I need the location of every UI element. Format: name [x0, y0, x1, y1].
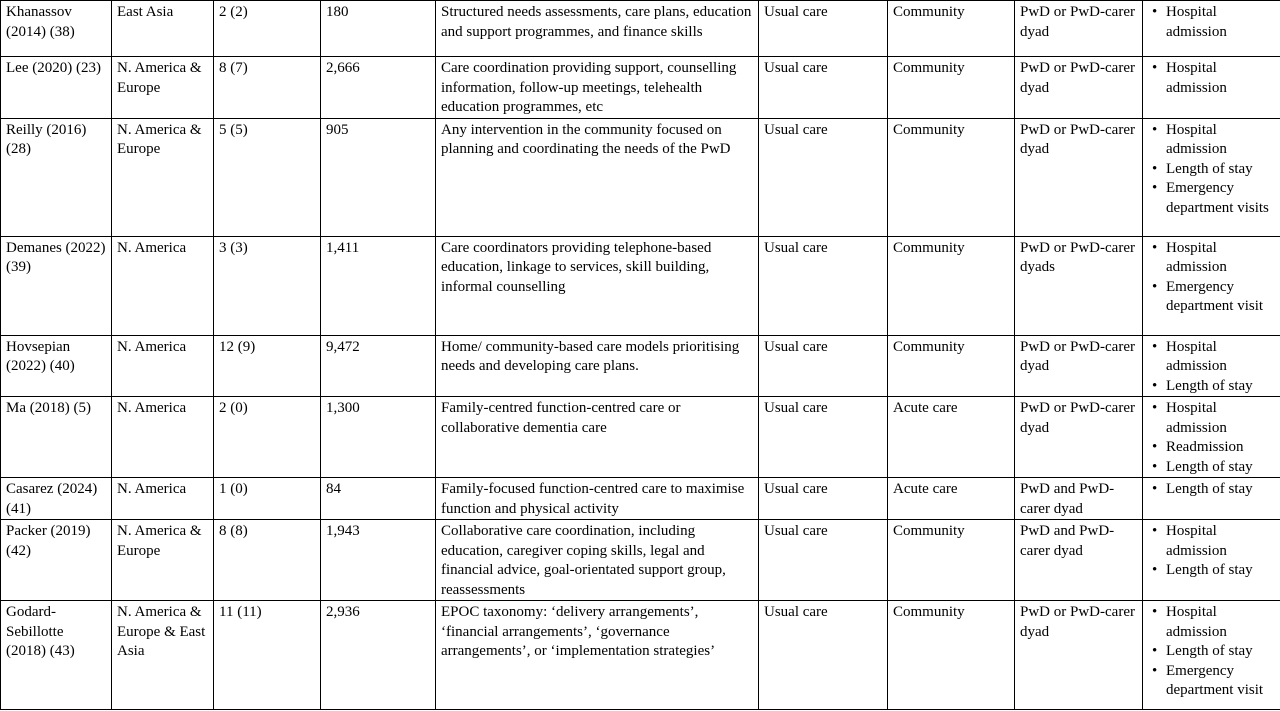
- comparator-cell: Usual care: [759, 118, 888, 236]
- table-body: [1, 1, 1280, 710]
- table-row: [1, 236, 1280, 335]
- outcomes-list: [1148, 480, 1275, 500]
- outcome-item: • Length of stay: [1166, 480, 1275, 500]
- participants-cell: 9,472: [321, 335, 436, 397]
- setting-cell: Acute care: [888, 478, 1015, 520]
- study-cell: Khanassov (2014) (38): [1, 1, 112, 57]
- population-cell: PwD or PwD-carer dyad: [1015, 1, 1143, 57]
- population-cell: PwD or PwD-carer dyad: [1015, 397, 1143, 478]
- population-cell: PwD or PwD-carer dyads: [1015, 236, 1143, 335]
- outcome-item: • Hospital admission: [1166, 121, 1275, 160]
- studies-count-cell: 8 (7): [214, 57, 321, 119]
- comparator-cell: Usual care: [759, 397, 888, 478]
- region-cell: N. America: [112, 236, 214, 335]
- studies-count-cell: 2 (2): [214, 1, 321, 57]
- outcomes-list: [1148, 399, 1275, 477]
- outcome-item: • Emergency department visit: [1166, 278, 1275, 317]
- region-cell: N. America: [112, 478, 214, 520]
- outcome-item: • Emergency department visits: [1166, 179, 1275, 218]
- population-cell: PwD or PwD-carer dyad: [1015, 118, 1143, 236]
- table-row: [1, 520, 1280, 601]
- outcome-item: • Hospital admission: [1166, 399, 1275, 438]
- region-cell: N. America: [112, 397, 214, 478]
- study-cell: Hovsepian (2022) (40): [1, 335, 112, 397]
- population-cell: PwD or PwD-carer dyad: [1015, 57, 1143, 119]
- region-cell: N. America & Europe: [112, 118, 214, 236]
- studies-count-cell: 8 (8): [214, 520, 321, 601]
- outcome-item: • Length of stay: [1166, 160, 1275, 180]
- population-cell: PwD or PwD-carer dyad: [1015, 335, 1143, 397]
- outcomes-list: [1148, 522, 1275, 581]
- table-row: [1, 118, 1280, 236]
- outcomes-cell: [1143, 335, 1280, 397]
- participants-cell: 180: [321, 1, 436, 57]
- outcomes-cell: [1143, 520, 1280, 601]
- outcomes-list: [1148, 239, 1275, 317]
- studies-count-cell: 3 (3): [214, 236, 321, 335]
- outcomes-cell: [1143, 236, 1280, 335]
- participants-cell: 1,411: [321, 236, 436, 335]
- comparator-cell: Usual care: [759, 236, 888, 335]
- outcome-item: • Hospital admission: [1166, 603, 1275, 642]
- population-cell: PwD and PwD-carer dyad: [1015, 478, 1143, 520]
- comparator-cell: Usual care: [759, 520, 888, 601]
- outcome-item: • Hospital admission: [1166, 338, 1275, 377]
- studies-count-cell: 2 (0): [214, 397, 321, 478]
- outcome-item: • Hospital admission: [1166, 59, 1275, 98]
- outcome-item: • Hospital admission: [1166, 522, 1275, 561]
- participants-cell: 2,936: [321, 601, 436, 710]
- outcome-item: • Hospital admission: [1166, 239, 1275, 278]
- intervention-cell: Any intervention in the community focused on planning and coordinating the needs of the PwD: [436, 118, 759, 236]
- outcomes-cell: [1143, 1, 1280, 57]
- participants-cell: 905: [321, 118, 436, 236]
- outcome-item: • Hospital admission: [1166, 3, 1275, 42]
- study-cell: Packer (2019) (42): [1, 520, 112, 601]
- study-cell: Lee (2020) (23): [1, 57, 112, 119]
- outcomes-list: [1148, 121, 1275, 219]
- outcomes-cell: [1143, 118, 1280, 236]
- setting-cell: Community: [888, 520, 1015, 601]
- study-cell: Demanes (2022) (39): [1, 236, 112, 335]
- study-cell: Ma (2018) (5): [1, 397, 112, 478]
- study-cell: Reilly (2016) (28): [1, 118, 112, 236]
- setting-cell: Community: [888, 57, 1015, 119]
- table-row: [1, 335, 1280, 397]
- region-cell: N. America & Europe: [112, 520, 214, 601]
- setting-cell: Community: [888, 335, 1015, 397]
- region-cell: East Asia: [112, 1, 214, 57]
- comparator-cell: Usual care: [759, 57, 888, 119]
- outcomes-list: [1148, 338, 1275, 397]
- outcome-item: • Length of stay: [1166, 561, 1275, 581]
- studies-count-cell: 1 (0): [214, 478, 321, 520]
- intervention-cell: Care coordinators providing telephone-based education, linkage to services, skill building, informal counselling: [436, 236, 759, 335]
- intervention-cell: EPOC taxonomy: ‘delivery arrangements’, ‘financial arrangements’, ‘governance arrangements’, or ‘implementation strategies’: [436, 601, 759, 710]
- table-row: [1, 478, 1280, 520]
- outcome-item: • Emergency department visit: [1166, 662, 1275, 701]
- studies-count-cell: 11 (11): [214, 601, 321, 710]
- region-cell: N. America & Europe & East Asia: [112, 601, 214, 710]
- outcomes-cell: [1143, 601, 1280, 710]
- setting-cell: Acute care: [888, 397, 1015, 478]
- study-cell: Casarez (2024) (41): [1, 478, 112, 520]
- comparator-cell: Usual care: [759, 335, 888, 397]
- outcome-item: • Length of stay: [1166, 458, 1275, 478]
- intervention-cell: Home/ community-based care models prioritising needs and developing care plans.: [436, 335, 759, 397]
- participants-cell: 1,943: [321, 520, 436, 601]
- intervention-cell: Collaborative care coordination, including education, caregiver coping skills, legal and financial advice, goal-orientated support group, reassessments: [436, 520, 759, 601]
- participants-cell: 2,666: [321, 57, 436, 119]
- comparator-cell: Usual care: [759, 601, 888, 710]
- setting-cell: Community: [888, 1, 1015, 57]
- setting-cell: Community: [888, 236, 1015, 335]
- outcome-item: • Readmission: [1166, 438, 1275, 458]
- table-row: [1, 1, 1280, 57]
- studies-count-cell: 12 (9): [214, 335, 321, 397]
- outcomes-list: [1148, 3, 1275, 42]
- participants-cell: 84: [321, 478, 436, 520]
- region-cell: N. America & Europe: [112, 57, 214, 119]
- intervention-cell: Family-centred function-centred care or collaborative dementia care: [436, 397, 759, 478]
- outcomes-cell: [1143, 57, 1280, 119]
- intervention-cell: Care coordination providing support, counselling information, follow-up meetings, telehealth education programmes, etc: [436, 57, 759, 119]
- outcomes-cell: [1143, 478, 1280, 520]
- region-cell: N. America: [112, 335, 214, 397]
- comparator-cell: Usual care: [759, 1, 888, 57]
- studies-count-cell: 5 (5): [214, 118, 321, 236]
- outcomes-list: [1148, 59, 1275, 98]
- population-cell: PwD and PwD-carer dyad: [1015, 520, 1143, 601]
- table-row: [1, 397, 1280, 478]
- study-cell: Godard-Sebillotte (2018) (43): [1, 601, 112, 710]
- setting-cell: Community: [888, 118, 1015, 236]
- comparator-cell: Usual care: [759, 478, 888, 520]
- outcome-item: • Length of stay: [1166, 642, 1275, 662]
- table-row: [1, 57, 1280, 119]
- setting-cell: Community: [888, 601, 1015, 710]
- intervention-cell: Family-focused function-centred care to maximise function and physical activity: [436, 478, 759, 520]
- intervention-cell: Structured needs assessments, care plans, education and support programmes, and finance skills: [436, 1, 759, 57]
- outcome-item: • Length of stay: [1166, 377, 1275, 397]
- participants-cell: 1,300: [321, 397, 436, 478]
- population-cell: PwD or PwD-carer dyad: [1015, 601, 1143, 710]
- outcomes-list: [1148, 603, 1275, 701]
- outcomes-cell: [1143, 397, 1280, 478]
- table-row: [1, 601, 1280, 710]
